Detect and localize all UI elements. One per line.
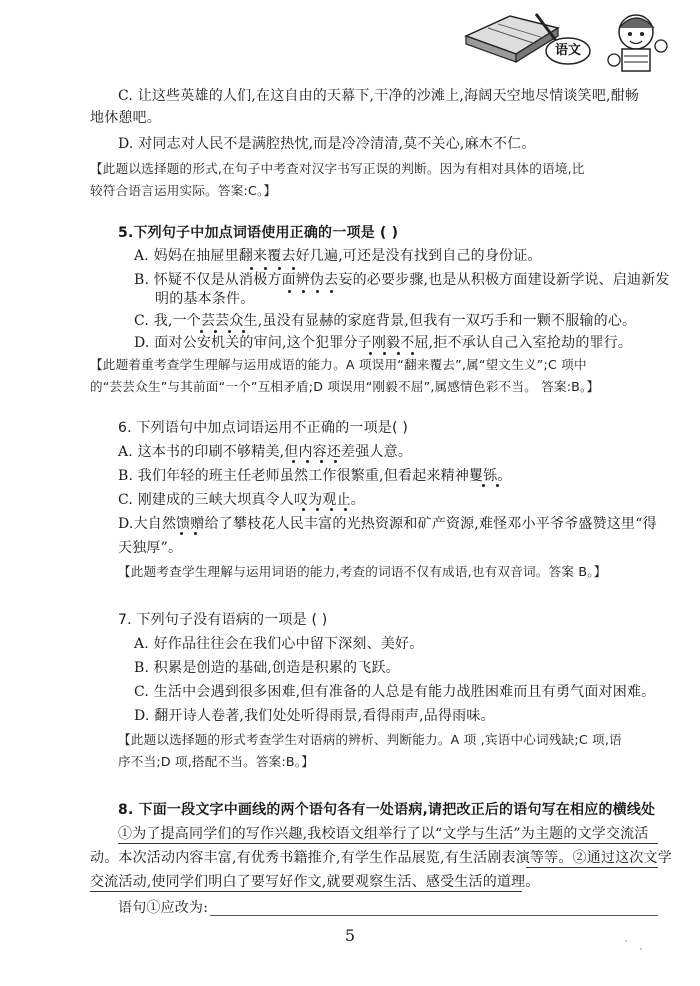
explanation: 【此题以选择题的形式,在句子中考查对汉字书写正误的判断。因为有相对具体的语境,比 — [90, 161, 585, 176]
q5-option-d: D. 面对公安机关的审问,这个犯罪分子刚毅不屈,拒不承认自己入室抢劫的罪行。 — [134, 335, 633, 351]
q6-option-d-cont: 天独厚”。 — [118, 540, 183, 556]
q5-option-b: B. 怀疑不仅是从消极方面辨伪去妄的必要步骤,也是从积极方面建设新学说、启迪新发 — [134, 272, 670, 288]
answer-blank[interactable] — [210, 915, 658, 916]
q7-explanation-cont: 序不当;D 项,搭配不当。答案:B。】 — [118, 754, 315, 769]
question-6-title: 6. 下列语句中加点词语运用不正确的一项是( ) — [118, 420, 408, 436]
q7-option-a: A. 好作品往往会在我们心中留下深刻、美好。 — [134, 636, 424, 652]
option-c-text-cont: 地休憩吧。 — [90, 110, 161, 126]
q7-option-c: C. 生活中会遇到很多困难,但有准备的人总是有能力战胜困难而且有勇气面对困难。 — [134, 684, 656, 700]
option-d-text: D. 对同志对人民不是满腔热忱,而是冷冷清清,莫不关心,麻木不仁。 — [118, 136, 536, 152]
q7-option-b: B. 积累是创造的基础,创造是积累的飞跃。 — [134, 660, 400, 676]
question-8-title: 8. 下面一段文字中画线的两个语句各有一处语病,请把改正后的语句写在相应的横线处 — [118, 802, 656, 818]
q8-paragraph-line-2: 动。本次活动内容丰富,有优秀书籍推介,有学生作品展览,有生活剧表演等等。②通过这次文学 — [90, 850, 672, 866]
option-c-text: C. 让这些英雄的人们,在这自由的天幕下,干净的沙滩上,海阔天空地尽情谈笑吧,酣畅 — [118, 88, 640, 104]
underline — [118, 843, 658, 844]
underline — [526, 867, 658, 868]
q5-explanation: 【此题着重考查学生理解与运用成语的能力。A 项误用“翻来覆去”,属“望文生义”;C 项中 — [90, 357, 587, 372]
question-7-title: 7. 下列句子没有语病的一项是 ( ) — [118, 612, 328, 628]
question-5-title: 5.下列句子中加点词语使用正确的一项是 ( ) — [118, 225, 399, 241]
explanation-cont: 较符合语言运用实际。答案:C。】 — [90, 183, 277, 198]
q5-option-b-cont: 明的基本条件。 — [155, 291, 255, 307]
q5-option-c: C. 我,一个芸芸众生,虽没有显赫的家庭背景,但我有一双巧手和一颗不服输的心。 — [134, 313, 637, 329]
q5-explanation-cont: 的“芸芸众生”与其前面“一个”互相矛盾;D 项误用“刚毅不屈”,属感情色彩不当。 答案:B。】 — [90, 379, 600, 394]
cartoon-boy-icon — [608, 15, 667, 71]
q6-option-d: D.大自然馈赠给了攀枝花人民丰富的光热资源和矿产资源,难怪邓小平爷爷盛赞这里“得 — [118, 516, 657, 532]
answer-label: 语句①应改为: — [118, 900, 209, 916]
q5-option-a: A. 妈妈在抽屉里翻来覆去好几遍,可还是没有找到自己的身份证。 — [134, 248, 542, 264]
q6-explanation: 【此题考查学生理解与运用词语的能力,考查的词语不仅有成语,也有双音词。答案 B。】 — [118, 564, 607, 579]
scan-speck — [640, 948, 642, 950]
q8-paragraph-line-3: 交流活动,使同学们明白了要写好作文,就要观察生活、感受生活的道理。 — [90, 874, 540, 890]
book-pen-icon — [466, 14, 560, 62]
underline — [90, 891, 522, 892]
page-number: 5 — [344, 926, 356, 945]
scan-speck — [625, 940, 627, 942]
q6-option-a: A. 这本书的印刷不够精美,但内容还差强人意。 — [118, 444, 413, 460]
q8-paragraph-line-1: ①为了提高同学们的写作兴趣,我校语文组举行了以“文学与生活”为主题的文学交流活 — [118, 826, 649, 842]
q7-explanation: 【此题以选择题的形式考查学生对语病的辨析、判断能力。A 项 ,宾语中心词残缺;C 项,语 — [118, 732, 622, 747]
q7-option-d: D. 翻开诗人卷著,我们处处听得雨景,看得雨声,品得雨味。 — [134, 708, 495, 724]
subject-label: 语文 — [554, 43, 581, 58]
q6-option-c: C. 刚建成的三峡大坝真令人叹为观止。 — [118, 492, 365, 508]
q6-option-b: B. 我们年轻的班主任老师虽然工作很繁重,但看起来精神矍铄。 — [118, 468, 512, 484]
